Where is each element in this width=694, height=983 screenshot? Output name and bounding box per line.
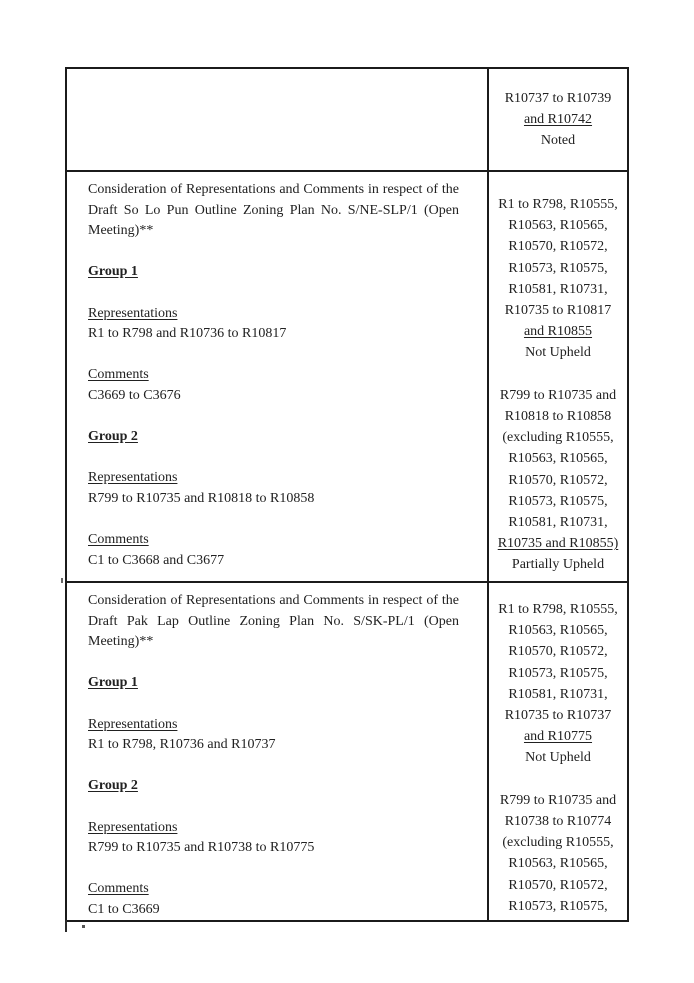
decision-line: R10573, R10575, [508,665,608,681]
spacer [489,769,627,790]
table-row-2-decision-cell [487,170,627,581]
decision-line: R799 to R10735 and [499,792,617,808]
decision-status: Not Upheld [525,750,591,766]
agenda-item-paragraph: Consideration of Representations and Comments in respect of the Draft Pak Lap Outline Zoning Plan No. S/SK-PL/1 (Open Meeting)** [88,593,459,650]
decision-line: R10573, R10575, [508,493,608,509]
decision-status: Noted [540,133,576,149]
representations-range: R1 to R798 and R10736 to R10817 [88,326,287,342]
document-table [65,67,629,922]
spacer [88,653,459,674]
comments-label: Comments [88,367,149,383]
decision-line: R10818 to R10858 [504,409,612,425]
table-row-2-description-cell [67,170,487,581]
group-1-heading: Group 1 [88,264,138,280]
spacer [88,797,459,818]
spacer [88,448,459,469]
comments-range: C1 to C3669 [88,901,160,917]
decision-line-underlined: and R10775 [523,729,593,745]
spacer [88,242,459,263]
decision-line: R10570, R10572, [508,239,608,255]
spacer [88,407,459,428]
decision-line: R10563, R10565, [508,623,608,639]
spacer [88,510,459,531]
spacer [88,694,459,715]
group-1-heading: Group 1 [88,675,138,691]
decision-line: R10735 to R10737 [504,708,612,724]
comments-range: C1 to C3668 and C3677 [88,552,225,568]
decision-line: R10570, R10572, [508,472,608,488]
representations-range: R799 to R10735 and R10738 to R10775 [88,840,315,856]
decision-line: R10737 to R10739 [504,90,612,106]
spacer [88,756,459,777]
representations-label: Representations [88,470,178,486]
comments-label: Comments [88,532,149,548]
decision-line: R10735 to R10817 [504,303,612,319]
decision-line: R10581, R10731, [508,686,608,702]
comments-range: C3669 to C3676 [88,387,181,403]
table-row-1-decision-cell [487,69,627,170]
table-row-1-description-cell [67,69,487,170]
decision-line: R10563, R10565, [508,451,608,467]
decision-line-underlined: and R10742 [523,111,593,127]
decision-status: Partially Upheld [511,557,605,573]
representations-range: R1 to R798, R10736 and R10737 [88,737,276,753]
decision-line: R10563, R10565, [508,218,608,234]
decision-status: Not Upheld [525,345,591,361]
decision-line: R10573, R10575, [508,898,608,914]
spacer [88,345,459,366]
decision-line: R10581, R10731, [508,515,608,531]
decision-line: (excluding R10555, [502,835,614,851]
table-row-3-decision-cell [487,581,627,920]
decision-line: R1 to R798, R10555, [498,602,618,617]
representations-label: Representations [88,716,178,732]
spacer [88,283,459,304]
scan-artifact [61,578,63,583]
decision-line: R1 to R798, R10555, [498,197,618,212]
representations-label: Representations [88,305,178,321]
group-2-heading: Group 2 [88,778,138,794]
group-2-heading: Group 2 [88,429,138,445]
scan-artifact [82,925,85,928]
decision-line: R799 to R10735 and [499,387,617,403]
agenda-item-paragraph: Consideration of Representations and Comments in respect of the Draft So Lo Pun Outline Zoning Plan No. S/NE-SLP/1 (Open Meeting)** [88,182,459,239]
decision-line: R10573, R10575, [508,260,608,276]
decision-line: R10570, R10572, [508,644,608,660]
spacer [489,364,627,385]
scan-artifact [65,920,67,932]
decision-line-underlined: R10735 and R10855) [497,536,619,552]
decision-line: R10738 to R10774 [504,814,612,830]
decision-line-underlined: and R10855 [523,324,593,340]
spacer [88,859,459,880]
representations-range: R799 to R10735 and R10818 to R10858 [88,490,315,506]
comments-label: Comments [88,881,149,897]
decision-line: R10563, R10565, [508,856,608,872]
representations-label: Representations [88,819,178,835]
decision-line: R10581, R10731, [508,281,608,297]
decision-line: (excluding R10555, [502,430,614,446]
decision-line: R10570, R10572, [508,877,608,893]
table-row-3-description-cell [67,581,487,920]
